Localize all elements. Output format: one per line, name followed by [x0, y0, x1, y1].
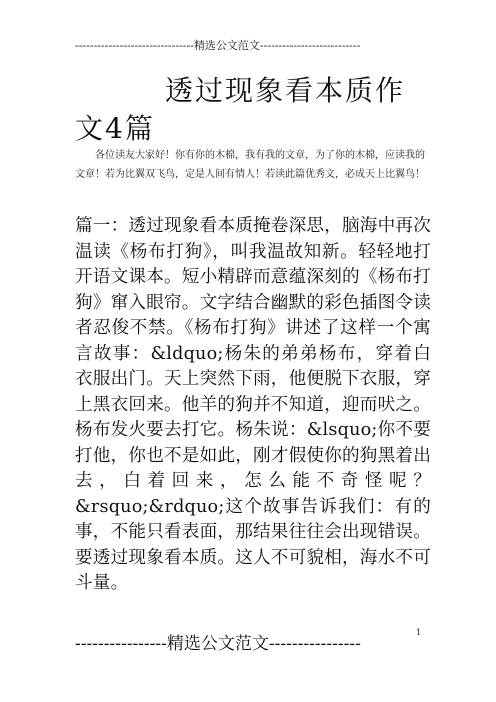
page-number: 1 — [416, 628, 422, 637]
intro-paragraph: 各位读友大家好！你有你的木棉，我有我的文章，为了你的木棉，应读我的文章！若为比翼双飞鸟，定是人间有情人！若读此篇优秀文，必成天上比翼鸟！ — [75, 150, 425, 180]
page-header: --------------------------------精选公文范文--------------------------- — [75, 39, 361, 52]
page-footer: ----------------精选公文范文---------------- — [75, 634, 361, 654]
body-paragraph: 篇一：透过现象看本质掩卷深思，脑海中再次温读《杨布打狗》，叫我温故知新。轻轻地打开语文课本。短小精辟而意蕴深刻的《杨布打狗》窜入眼帘。文字结合幽默的彩色插图令读者忍俊不禁。《杨布打狗》讲述了这样一个寓言故事：&ldquo;杨朱的弟弟杨布，穿着白衣服出门。天上突然下雨，他便脱下衣服，穿上黑衣回来。他羊的狗并不知道，迎而吠之。杨布发火要去打它。杨朱说：&lsquo;你不要打他，你也不是如此，刚才假使你的狗黑着出去，白着回来，怎么能不奇怪呢？&rsquo;&rdquo;这个故事告诉我们：有的事，不能只看表面，那结果往往会出现错误。要透过现象看本质。这人不可貌相，海水不可斗量。 — [75, 216, 431, 593]
document-title: 透过现象看本质作文4篇 — [75, 74, 406, 145]
